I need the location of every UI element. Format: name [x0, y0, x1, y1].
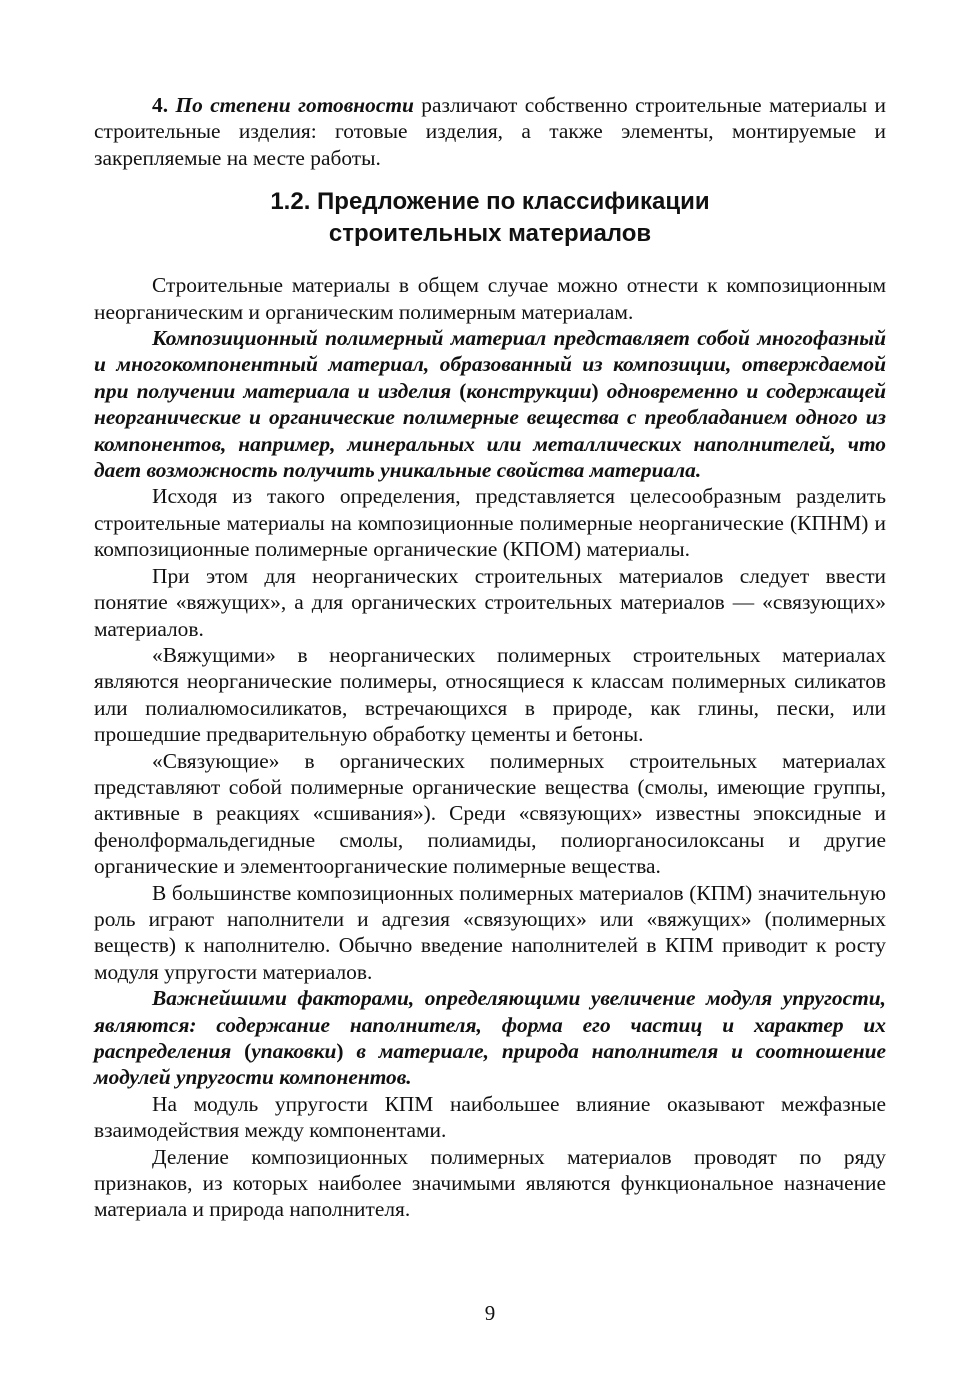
factors-paren-close: ) [336, 1039, 344, 1063]
page-number: 9 [484, 1301, 496, 1325]
intro-text: различают собственно строительные материалы и строительные изделия: готовые изделия, а также элементы, монтируемые и закрепляемые на месте работы. [94, 93, 886, 170]
paragraph-2-definition [94, 325, 886, 483]
definition-paren-open: ( [459, 378, 467, 403]
paragraph-1: Строительные материалы в общем случае можно отнести к композиционным неорганическим и органическим полимерным материалам. [94, 273, 886, 324]
definition-part-1: Композиционный полимерный материал представляет собой многофазный и многокомпонентный материал, образованный из композиции, отверждаемой при получении материала и изделия [94, 326, 886, 403]
paragraph-3: Исходя из такого определения, представляется целесообразным разделить строительные материалы на композиционные полимерные неорганические (КПНМ) и композиционные полимерные органические (КПОМ) материалы. [94, 484, 886, 562]
definition-paren-close: ) [591, 378, 599, 403]
intro-number: 4. [152, 93, 169, 117]
paragraph-8-factors [94, 985, 886, 1091]
section-title [94, 171, 886, 272]
page-body [94, 92, 886, 1223]
intro-term: По степени готовности [175, 93, 414, 117]
definition-part-2: конструкции [466, 378, 592, 403]
section-title-line1: 1.2. Предложение по классификации [270, 188, 710, 216]
paragraph-9: На модуль упругости КПМ наибольшее влияние оказывают межфазные взаимодействия между компонентами. [94, 1091, 886, 1143]
paragraph-7: В большинстве композиционных полимерных материалов (КПМ) значительную роль играют наполнители и адгезия «связующих» или «вяжущих» (полимерных веществ) к наполнителю. Обычно введение наполнителей в КПМ приводит к росту модуля упругости материалов. [94, 880, 886, 984]
factors-paren-open: ( [244, 1039, 252, 1063]
section-title-line2: строительных материалов [328, 220, 652, 248]
paragraph-10: Деление композиционных полимерных материалов проводят по ряду признаков, из которых наиболее значимыми являются функциональное назначение материала и природа наполнителя. [94, 1144, 886, 1222]
intro-paragraph [94, 92, 886, 171]
factors-part-3: в материале, природа наполнителя и соотношение модулей упругости компонентов. [94, 1039, 886, 1090]
definition-part-3: одновременно и содержащей неорганические и органические полимерные вещества с преобладанием одного из компонентов, например, минеральных или металлических наполнителей, что дает возможность получить уникальные свойства материала. [94, 378, 886, 483]
paragraph-4: При этом для неорганических строительных материалов следует ввести понятие «вяжущих», а для органических строительных материалов — «связующих» материалов. [94, 563, 886, 641]
factors-part-1: Важнейшими факторами, определяющими увеличение модуля упругости, являются: содержание наполнителя, форма его частиц и характер их распределения [94, 986, 886, 1063]
factors-part-2: упаковки [251, 1039, 337, 1063]
paragraph-6: «Связующие» в органических полимерных строительных материалах представляют собой полимерные органические вещества (смолы, имеющие группы, активные в реакциях «сшивания»). Среди «связующих» известны эпоксидные и фенолформальдегидные смолы, полиамиды, полиорганосилоксаны и другие органические и элементоорганические полимерные вещества. [94, 748, 886, 879]
paragraph-5: «Вяжущими» в неорганических полимерных строительных материалах являются неорганические полимеры, относящиеся к классам полимерных силикатов или полиалюмосиликатов, встречающихся в природе, как глины, пески, или прошедшие предварительную обработку цементы и бетоны. [94, 642, 886, 747]
